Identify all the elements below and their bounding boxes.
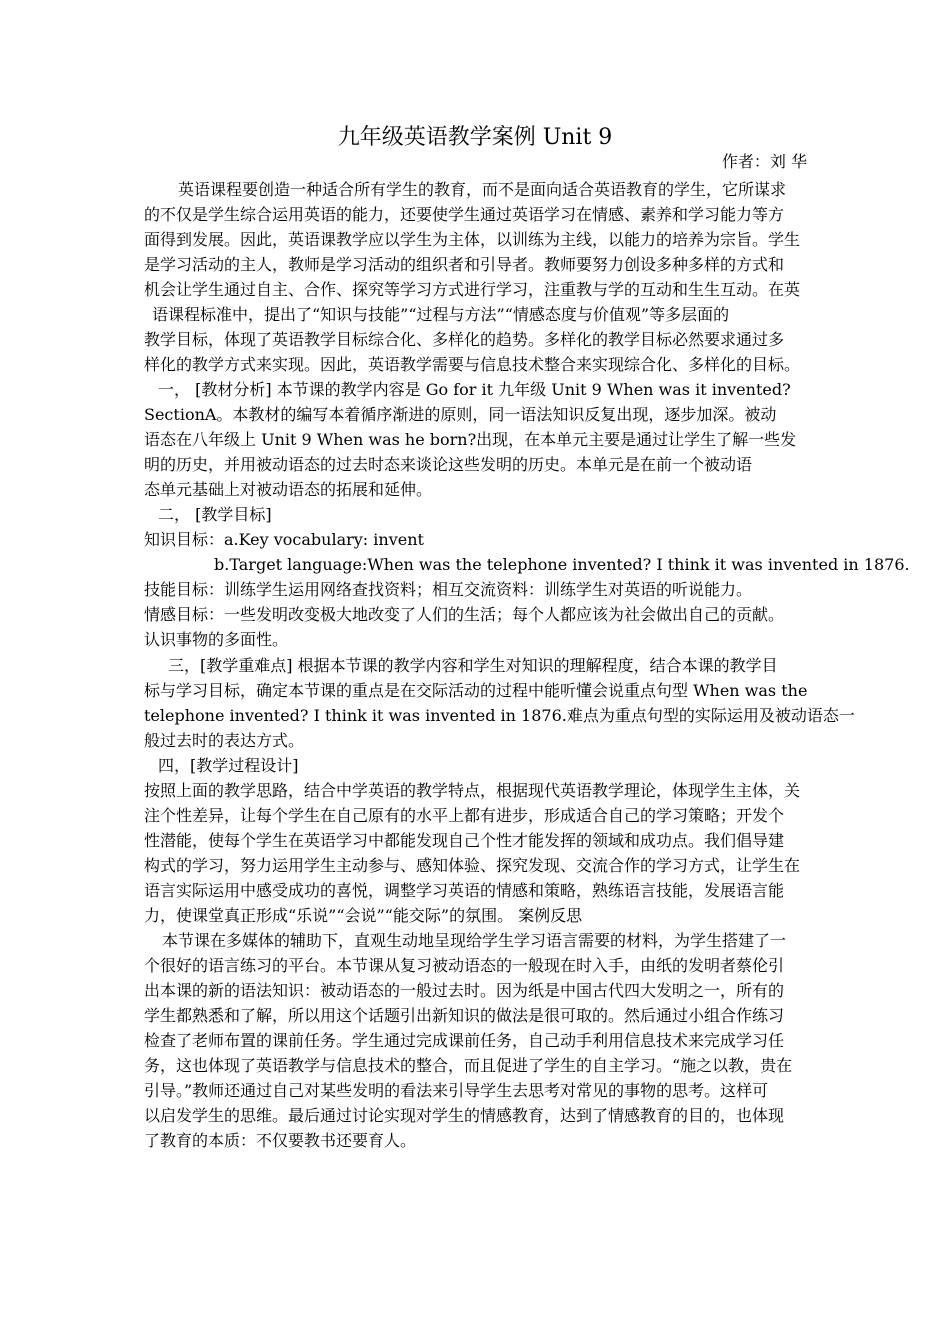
body-line: 一， [教材分析] 本节课的教学内容是 Go for it 九年级 Unit 9 When was it invented? [158,380,791,399]
body-line: 检查了老师布置的课前任务。学生通过完成课前任务，自己动手利用信息技术来完成学习任 [144,1031,785,1050]
body-line: 般过去时的表达方式。 [144,731,305,750]
body-line: 样化的教学方式来实现。因此，英语教学需要与信息技术整合来实现综合化、多样化的目标。 [144,355,801,374]
body-line: 标与学习目标，确定本节课的重点是在交际活动的过程中能听懂会说重点句型 When was the [144,681,808,700]
body-line: 语课程标准中，提出了“知识与技能”“过程与方法”“情感态度与价值观”等多层面的 [152,305,730,324]
body-line: 个很好的语言练习的平台。本节课从复习被动语态的一般现在时入手，由纸的发明者蔡伦引 [144,956,785,975]
body-line: 机会让学生通过自主、合作、探究等学习方式进行学习，注重教与学的互动和生生互动。在英 [144,280,801,299]
body-line: 英语课程要创造一种适合所有学生的教育，而不是面向适合英语教育的学生，它所谋求 [178,180,787,199]
body-line: 四，[教学过程设计] [158,756,299,775]
body-line: telephone invented? I think it was invented in 1876.难点为重点句型的实际运用及被动语态一 [144,706,855,725]
body-line: 态单元基础上对被动语态的拓展和延伸。 [144,480,433,499]
body-line: 学生都熟悉和了解，所以用这个话题引出新知识的做法是很可取的。然后通过小组合作练习 [144,1006,785,1025]
body-line: 知识目标：a.Key vocabulary: invent [144,530,424,549]
body-line: 出本课的新的语法知识：被动语态的一般过去时。因为纸是中国古代四大发明之一，所有的 [144,981,785,1000]
body-line: 面得到发展。因此，英语课教学应以学生为主体，以训练为主线，以能力的培养为宗旨。学生 [144,230,801,249]
body-line: b.Target language:When was the telephone invented? I think it was invented in 1876. [214,555,910,574]
body-line: 认识事物的多面性。 [144,630,289,649]
body-line: 情感目标：一些发明改变极大地改变了人们的生活；每个人都应该为社会做出自己的贡献。 [144,605,785,624]
body-line: 教学目标，体现了英语教学目标综合化、多样化的趋势。多样化的教学目标必然要求通过多 [144,330,785,349]
body-line: 引导。”教师还通过自己对某些发明的看法来引导学生去思考对常见的事物的思考。这样可 [144,1081,769,1100]
body-line: 语态在八年级上 Unit 9 When was he born?出现，在本单元主要是通过让学生了解一些发 [144,430,797,449]
document-title: 九年级英语教学案例 Unit 9 [337,125,613,150]
body-line: 以启发学生的思维。最后通过讨论实现对学生的情感教育，达到了情感教育的目的，也体现 [144,1106,785,1125]
body-line: 语言实际运用中感受成功的喜悦，调整学习英语的情感和策略，熟练语言技能，发展语言能 [144,881,785,900]
body-line: 性潜能，使每个学生在英语学习中都能发现自己个性才能发挥的领域和成功点。我们倡导建 [144,831,785,850]
body-line: 本节课在多媒体的辅助下，直观生动地呈现给学生学习语言需要的材料，为学生搭建了一 [162,931,787,950]
body-line: 构式的学习，努力运用学生主动参与、感知体验、探究发现、交流合作的学习方式，让学生在 [144,856,801,875]
body-line: 二， [教学目标] [158,505,272,524]
author-line: 作者：刘 华 [721,152,807,171]
body-line: 技能目标：训练学生运用网络查找资料；相互交流资料：训练学生对英语的听说能力。 [144,580,753,599]
body-line: 注个性差异，让每个学生在自己原有的水平上都有进步，形成适合自己的学习策略；开发个 [144,806,785,825]
body-line: 务，这也体现了英语教学与信息技术的整合，而且促进了学生的自主学习。“施之以教，贵在 [144,1056,793,1075]
body-line: 了教育的本质：不仅要教书还要育人。 [144,1131,417,1150]
body-line: 力，使课堂真正形成“乐说”“会说”“能交际”的氛围。 案例反思 [144,906,583,925]
body-line: 是学习活动的主人，教师是学习活动的组织者和引导者。教师要努力创设多种多样的方式和 [144,255,785,274]
body-line: 的不仅是学生综合运用英语的能力，还要使学生通过英语学习在情感、素养和学习能力等方 [144,205,785,224]
body-line: SectionA。本教材的编写本着循序渐进的原则，同一语法知识反复出现，逐步加深。被动 [144,405,777,424]
body-line: 明的历史，并用被动语态的过去时态来谈论这些发明的历史。本单元是在前一个被动语 [144,455,753,474]
body-line: 三，[教学重难点] 根据本节课的教学内容和学生对知识的理解程度，结合本课的教学目 [168,656,778,675]
body-line: 按照上面的教学思路，结合中学英语的教学特点，根据现代英语教学理论，体现学生主体，关 [144,781,801,800]
